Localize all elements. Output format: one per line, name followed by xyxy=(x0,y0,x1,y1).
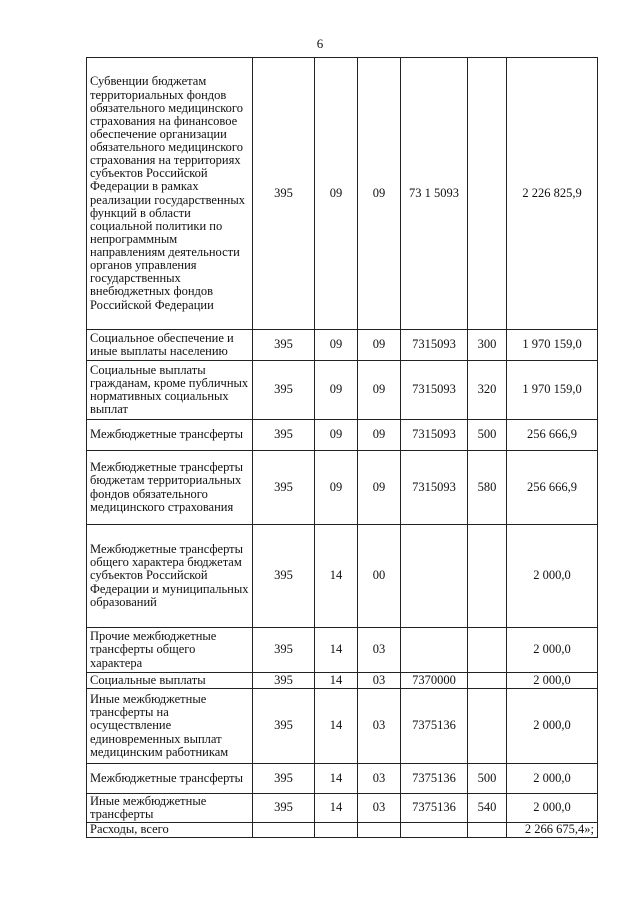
target-article-code: 7375136 xyxy=(401,764,468,794)
row-name: Субвенции бюджетам территориальных фондов обязательного медицинского страхования на финансовое обеспечение организации обязательного медицинского страхования на территориях субъектов Российской Федерации в рамках реализации государственных функций в области социальной политики по непрограммным направлениям деятельности органов управления государственных внебюджетных фондов Российской Федерации xyxy=(87,58,253,330)
empty-cell xyxy=(253,823,315,838)
subsection-code: 09 xyxy=(358,451,401,525)
amount: 1 970 159,0 xyxy=(507,361,598,420)
subsection-code: 09 xyxy=(358,330,401,361)
section-code: 09 xyxy=(315,451,358,525)
row-name: Межбюджетные трансферты xyxy=(87,420,253,451)
table-row xyxy=(87,689,598,764)
subsection-code: 09 xyxy=(358,420,401,451)
amount: 256 666,9 xyxy=(507,451,598,525)
target-article-code: 73 1 5093 xyxy=(401,58,468,330)
section-code: 14 xyxy=(315,525,358,628)
row-name: Социальное обеспечение и иные выплаты населению xyxy=(87,330,253,361)
expense-type-code xyxy=(468,628,507,673)
table-row xyxy=(87,451,598,525)
total-label: Расходы, всего xyxy=(87,823,253,838)
amount: 2 000,0 xyxy=(507,794,598,823)
subsection-code: 03 xyxy=(358,628,401,673)
section-code: 14 xyxy=(315,794,358,823)
table-row xyxy=(87,58,598,330)
ministry-code: 395 xyxy=(253,794,315,823)
row-name: Прочие межбюджетные трансферты общего характера xyxy=(87,628,253,673)
row-name: Межбюджетные трансферты xyxy=(87,764,253,794)
row-name: Социальные выплаты xyxy=(87,673,253,689)
target-article-code xyxy=(401,525,468,628)
target-article-code: 7315093 xyxy=(401,451,468,525)
subsection-code: 09 xyxy=(358,361,401,420)
table-row xyxy=(87,673,598,689)
amount: 1 970 159,0 xyxy=(507,330,598,361)
expense-type-code xyxy=(468,673,507,689)
section-code: 09 xyxy=(315,58,358,330)
subsection-code: 09 xyxy=(358,58,401,330)
ministry-code: 395 xyxy=(253,451,315,525)
ministry-code: 395 xyxy=(253,361,315,420)
target-article-code: 7315093 xyxy=(401,330,468,361)
section-code: 14 xyxy=(315,689,358,764)
table-row xyxy=(87,361,598,420)
target-article-code xyxy=(401,628,468,673)
expense-type-code: 580 xyxy=(468,451,507,525)
expense-type-code: 500 xyxy=(468,420,507,451)
target-article-code: 7375136 xyxy=(401,689,468,764)
expense-type-code: 300 xyxy=(468,330,507,361)
amount: 2 000,0 xyxy=(507,673,598,689)
expense-type-code: 320 xyxy=(468,361,507,420)
empty-cell xyxy=(468,823,507,838)
expense-type-code: 500 xyxy=(468,764,507,794)
target-article-code: 7375136 xyxy=(401,794,468,823)
ministry-code: 395 xyxy=(253,628,315,673)
empty-cell xyxy=(315,823,358,838)
target-article-code: 7315093 xyxy=(401,420,468,451)
expense-type-code xyxy=(468,525,507,628)
row-name: Межбюджетные трансферты общего характера бюджетам субъектов Российской Федерации и муниципальных образований xyxy=(87,525,253,628)
amount: 2 000,0 xyxy=(507,525,598,628)
subsection-code: 03 xyxy=(358,673,401,689)
table-row xyxy=(87,525,598,628)
ministry-code: 395 xyxy=(253,525,315,628)
budget-table xyxy=(86,57,598,838)
page-number: 6 xyxy=(316,36,324,51)
section-code: 09 xyxy=(315,420,358,451)
section-code: 14 xyxy=(315,673,358,689)
subsection-code: 03 xyxy=(358,689,401,764)
total-amount: 2 266 675,4»; xyxy=(507,823,598,838)
ministry-code: 395 xyxy=(253,420,315,451)
amount: 2 000,0 xyxy=(507,628,598,673)
table-row xyxy=(87,764,598,794)
amount: 256 666,9 xyxy=(507,420,598,451)
ministry-code: 395 xyxy=(253,58,315,330)
expense-type-code xyxy=(468,689,507,764)
row-name: Межбюджетные трансферты бюджетам территориальных фондов обязательного медицинского страхования xyxy=(87,451,253,525)
empty-cell xyxy=(401,823,468,838)
target-article-code: 7370000 xyxy=(401,673,468,689)
amount: 2 000,0 xyxy=(507,764,598,794)
row-name: Иные межбюджетные трансферты на осуществление единовременных выплат медицинским работникам xyxy=(87,689,253,764)
ministry-code: 395 xyxy=(253,764,315,794)
row-name: Иные межбюджетные трансферты xyxy=(87,794,253,823)
ministry-code: 395 xyxy=(253,689,315,764)
subsection-code: 00 xyxy=(358,525,401,628)
subsection-code: 03 xyxy=(358,764,401,794)
table-row xyxy=(87,420,598,451)
section-code: 09 xyxy=(315,330,358,361)
subsection-code: 03 xyxy=(358,794,401,823)
section-code: 14 xyxy=(315,764,358,794)
total-row xyxy=(87,823,598,838)
amount: 2 000,0 xyxy=(507,689,598,764)
target-article-code: 7315093 xyxy=(401,361,468,420)
table-row xyxy=(87,794,598,823)
ministry-code: 395 xyxy=(253,330,315,361)
row-name: Социальные выплаты гражданам, кроме публичных нормативных социальных выплат xyxy=(87,361,253,420)
section-code: 14 xyxy=(315,628,358,673)
expense-type-code xyxy=(468,58,507,330)
expense-type-code: 540 xyxy=(468,794,507,823)
ministry-code: 395 xyxy=(253,673,315,689)
section-code: 09 xyxy=(315,361,358,420)
table-row xyxy=(87,330,598,361)
table-row xyxy=(87,628,598,673)
amount: 2 226 825,9 xyxy=(507,58,598,330)
empty-cell xyxy=(358,823,401,838)
